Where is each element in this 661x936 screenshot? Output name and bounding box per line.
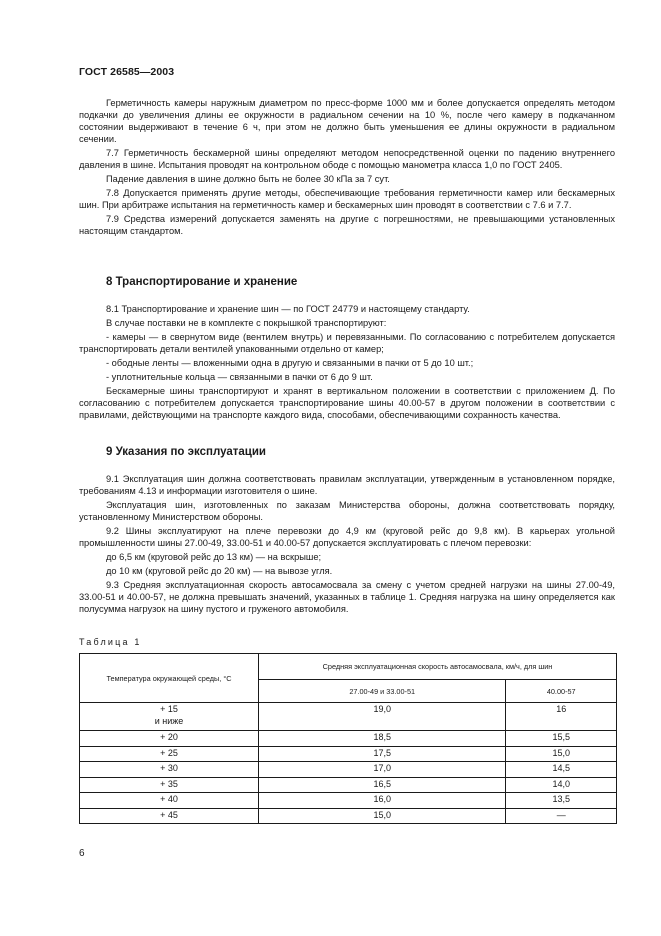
speed-cell: 14,5 <box>506 762 617 778</box>
section-8-body <box>79 303 615 423</box>
paragraph: 7.8 Допускается применять другие методы, обеспечивающие требования герметичности камер или бескамерных шин. При арбитраже испытания на герметичность камер и бескамерных шин проводят в соответствии с 7.6 и 7.7. <box>79 188 615 210</box>
temperature-cell: + 35 <box>80 777 259 793</box>
paragraph: до 10 км (круговой рейс до 20 км) — на вывозе угля. <box>106 566 333 576</box>
paragraph: 9.3 Средняя эксплуатационная скорость автосамосвала за смену с учетом средней нагрузки на шины 27.00-49, 33.00-51 и 40.00-57, не должна превышать значений, указанных в таблице 1. Средняя нагрузка на шину определяется как полусумма нагрузок на шину пустого и груженого автомобиля. <box>79 580 615 614</box>
section-9-heading: 9 Указания по эксплуатации <box>106 446 266 458</box>
speed-cell: 16,5 <box>259 777 506 793</box>
speed-cell: 19,0 <box>259 703 506 731</box>
speed-cell: 16 <box>506 703 617 731</box>
temperature-qualifier: и ниже <box>154 716 184 726</box>
table-caption: Таблица 1 <box>79 637 142 647</box>
table-row <box>80 777 617 793</box>
speed-cell: 17,0 <box>259 762 506 778</box>
paragraph: 7.7 Герметичность бескамерной шины определяют методом непосредственной оценки по падению внутреннего давления в шине. Испытания проводят на контрольном ободе с помощью манометра класса 1,0 по ГОСТ 2405. <box>79 148 615 170</box>
paragraph: Бескамерные шины транспортируют и хранят в вертикальном положении в соответствии с приложением Д. По согласованию с потребителем допускается транспортирование шины 40.00-57 в другом положении в соответствии с правилами, действующими на транспорте каждого вида, способами, обеспечивающими сохранность качества. <box>79 386 615 420</box>
paragraph: 7.9 Средства измерений допускается заменять на другие с погрешностями, не превышающими установленных настоящим стандартом. <box>79 214 615 236</box>
speed-cell: 17,5 <box>259 746 506 762</box>
speed-cell: 18,5 <box>259 731 506 747</box>
temperature-value: + 15 <box>160 704 178 714</box>
temperature-cell: + 20 <box>80 731 259 747</box>
page-number: 6 <box>79 848 85 859</box>
temperature-cell: + 40 <box>80 793 259 809</box>
paragraph: до 6,5 км (круговой рейс до 13 км) — на вскрыше; <box>106 552 322 562</box>
paragraph: Падение давления в шине должно быть не более 30 кПа за 7 сут. <box>106 174 390 184</box>
speed-header: Средняя эксплуатационная скорость автосамосвала, км/ч, для шин <box>259 654 617 680</box>
table-row <box>80 731 617 747</box>
speed-cell: 14,0 <box>506 777 617 793</box>
speed-cell: 15,5 <box>506 731 617 747</box>
tire-column-header: 27.00-49 и 33.00-51 <box>259 680 506 703</box>
tire-column-header: 40.00-57 <box>506 680 617 703</box>
speed-table <box>79 653 617 824</box>
paragraph: 8.1 Транспортирование и хранение шин — по ГОСТ 24779 и настоящему стандарту. <box>106 304 470 314</box>
paragraph: 9.2 Шины эксплуатируют на плече перевозки до 4,9 км (круговой рейс до 9,8 км). В карьерах угольной промышленности шины 27.00-49, 33.00-51 и 40.00-57 допускается эксплуатировать с плечом перевозки: <box>79 526 615 548</box>
paragraph: 9.1 Эксплуатация шин должна соответствовать правилам эксплуатации, утвержденным в установленном порядке, требованиям 4.13 и информации изготовителя о шине. <box>79 474 615 496</box>
document-header: ГОСТ 26585—2003 <box>79 66 175 78</box>
table-row <box>80 808 617 824</box>
speed-cell: 13,5 <box>506 793 617 809</box>
speed-cell: — <box>506 808 617 824</box>
paragraph: Эксплуатация шин, изготовленных по заказам Министерства обороны, должна соответствовать порядку, установленному Министерством обороны. <box>79 500 615 522</box>
temperature-header: Температура окружающей среды, °С <box>80 654 259 703</box>
temperature-cell: + 30 <box>80 762 259 778</box>
speed-cell: 16,0 <box>259 793 506 809</box>
temperature-cell: + 25 <box>80 746 259 762</box>
list-item: - камеры — в свернутом виде (вентилем внутрь) и перевязанными. По согласованию с потребителем допускается транспортировать детали вентилей упакованными отдельно от камер; <box>79 332 615 354</box>
paragraph: Герметичность камеры наружным диаметром по пресс-форме 1000 мм и более допускается определять методом подкачки до увеличения длины ее окружности в радиальном сечении на 10 %, после чего камеру в подкачанном состоянии выдерживают в течение 6 ч, при этом не должно быть уменьшения ее длины окружности в радиальном сечении. <box>79 98 615 144</box>
list-item: - уплотнительные кольца — связанными в пачки от 6 до 9 шт. <box>106 372 373 382</box>
speed-cell: 15,0 <box>506 746 617 762</box>
list-item: - ободные ленты — вложенными одна в другую и связанными в пачки от 5 до 10 шт.; <box>106 358 474 368</box>
section-8-heading: 8 Транспортирование и хранение <box>106 276 298 288</box>
speed-cell: 15,0 <box>259 808 506 824</box>
table-row <box>80 703 617 731</box>
table-row <box>80 793 617 809</box>
table-row <box>80 762 617 778</box>
section-7-continuation <box>79 97 615 239</box>
temperature-cell <box>80 703 259 731</box>
temperature-cell: + 45 <box>80 808 259 824</box>
paragraph: В случае поставки не в комплекте с покрышкой транспортируют: <box>106 318 387 328</box>
section-9-body <box>79 473 615 617</box>
table-row <box>80 746 617 762</box>
